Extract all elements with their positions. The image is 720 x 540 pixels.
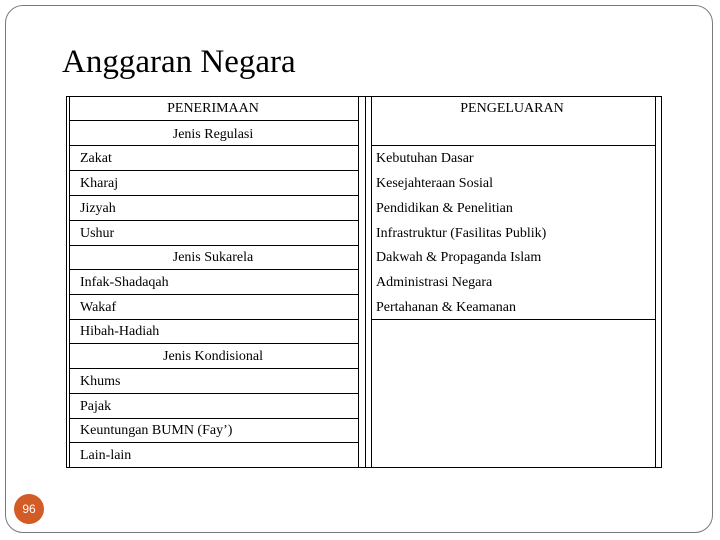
expenditure-item: Infrastruktur (Fasilitas Publik) [376,226,547,241]
row-divider [371,145,655,146]
page-number-badge: 96 [14,494,44,524]
income-item: Keuntungan BUMN (Fay’) [80,423,233,438]
row-divider [69,220,358,221]
row-divider [69,319,358,320]
row-divider [69,442,358,443]
table-border-bottom [66,467,662,468]
table-divider-2 [365,96,366,468]
income-item: Hibah-Hadiah [80,324,160,339]
income-item: Kharaj [80,176,119,191]
row-divider [69,294,358,295]
header-penerimaan: PENERIMAAN [167,101,259,116]
table-border-left [66,96,67,468]
row-divider [69,195,358,196]
row-divider [69,245,358,246]
header-pengeluaran: PENGELUARAN [460,101,564,116]
row-divider [371,319,655,320]
income-item: Ushur [80,226,115,241]
row-divider [69,145,358,146]
slide-title: Anggaran Negara [62,44,296,80]
section-heading-regulasi: Jenis Regulasi [172,127,254,142]
income-item: Infak-Shadaqah [80,275,169,290]
row-divider [69,343,358,344]
table-border-right [661,96,662,468]
table-border-right-inner [655,96,656,468]
row-divider [69,120,358,121]
income-item: Zakat [80,151,112,166]
expenditure-item: Kebutuhan Dasar [376,151,474,166]
expenditure-item: Pendidikan & Penelitian [376,201,513,216]
budget-table [66,96,662,468]
table-divider-1 [358,96,359,468]
expenditure-item: Dakwah & Propaganda Islam [376,250,542,265]
section-heading-sukarela: Jenis Sukarela [172,250,254,265]
income-item: Jizyah [80,201,116,216]
row-divider [69,418,358,419]
row-divider [69,269,358,270]
income-item: Lain-lain [80,448,132,463]
section-heading-kondisional: Jenis Kondisional [163,349,263,364]
row-divider [69,393,358,394]
income-item: Pajak [80,399,112,414]
expenditure-item: Administrasi Negara [376,275,493,290]
row-divider [69,170,358,171]
table-divider-3 [371,96,372,468]
table-border-left-inner [69,96,70,468]
expenditure-item: Kesejahteraan Sosial [376,176,494,191]
income-item: Wakaf [80,300,117,315]
table-border-top [66,96,662,97]
row-divider [69,368,358,369]
income-item: Khums [80,374,121,389]
expenditure-item: Pertahanan & Keamanan [376,300,516,315]
